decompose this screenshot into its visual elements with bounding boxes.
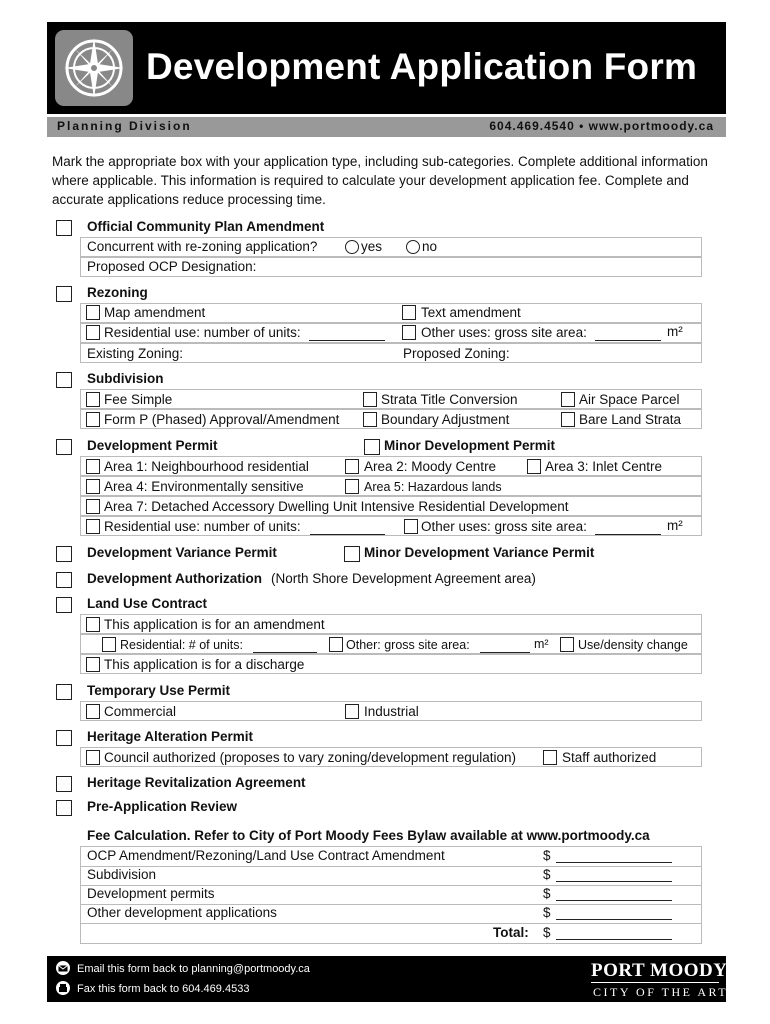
development-permit-heading: Development Permit (87, 438, 218, 453)
wordmark-divider (591, 982, 719, 983)
dp-residential-checkbox[interactable] (86, 519, 100, 534)
air-space-label: Air Space Parcel (579, 392, 680, 407)
concurrent-no-radio[interactable] (406, 240, 420, 254)
email-instruction: Email this form back to planning@portmoody.ca (77, 963, 310, 975)
minor-dvp-heading: Minor Development Variance Permit (364, 545, 595, 560)
luc-units-field[interactable] (253, 639, 317, 653)
concurrent-yes-radio[interactable] (345, 240, 359, 254)
commercial-label: Commercial (104, 704, 177, 719)
rezoning-units-field[interactable] (309, 327, 385, 341)
text-amendment-checkbox[interactable] (402, 305, 416, 320)
development-permit-checkbox[interactable] (56, 439, 72, 455)
area1-checkbox[interactable] (86, 459, 100, 474)
contact-info: 604.469.4540 • www.portmoody.ca (489, 119, 714, 133)
boundary-adjustment-label: Boundary Adjustment (381, 412, 510, 427)
luc-amendment-checkbox[interactable] (86, 617, 100, 632)
fax-icon (55, 981, 71, 1000)
strata-conversion-checkbox[interactable] (363, 392, 377, 407)
form-p-checkbox[interactable] (86, 412, 100, 427)
fee-row-subdivision-label: Subdivision (87, 867, 157, 882)
fax-instruction: Fax this form back to 604.469.4533 (77, 983, 250, 995)
dp-unit-label: m² (667, 518, 683, 533)
hap-checkbox[interactable] (56, 730, 72, 746)
fee-divider (81, 923, 701, 924)
luc-discharge-label: This application is for a discharge (104, 657, 305, 672)
area3-checkbox[interactable] (527, 459, 541, 474)
bare-land-checkbox[interactable] (561, 412, 575, 427)
proposed-zoning-label: Proposed Zoning: (403, 346, 510, 361)
tup-checkbox[interactable] (56, 684, 72, 700)
tup-heading: Temporary Use Permit (87, 683, 231, 698)
luc-residential-checkbox[interactable] (102, 637, 116, 652)
currency-symbol: $ (543, 905, 551, 920)
yes-label: yes (361, 239, 383, 254)
da-checkbox[interactable] (56, 572, 72, 588)
instructions-text: Mark the appropriate box with your application type, including sub-categories. Complete additional information where applicable. This information is required to calculate your development application fee. Complete and accurate applications reduce processing time. (52, 154, 708, 207)
council-authorized-label: Council authorized (proposes to vary zoning/development regulation) (104, 750, 516, 765)
luc-heading: Land Use Contract (87, 596, 208, 611)
fee-row-other-label: Other development applications (87, 905, 277, 920)
rezoning-residential-label: Residential use: number of units: (104, 325, 301, 340)
subdivision-checkbox[interactable] (56, 372, 72, 388)
currency-symbol: $ (543, 925, 551, 940)
dp-other-label: Other uses: gross site area: (421, 519, 587, 534)
industrial-label: Industrial (364, 704, 419, 719)
no-label: no (422, 239, 438, 254)
sub-header-bar (47, 117, 726, 137)
fee-other-field[interactable] (556, 906, 672, 920)
area5-checkbox[interactable] (345, 479, 359, 494)
area3-label: Area 3: Inlet Centre (545, 459, 663, 474)
air-space-checkbox[interactable] (561, 392, 575, 407)
rezoning-other-label: Other uses: gross site area: (421, 325, 587, 340)
minor-dp-heading: Minor Development Permit (384, 438, 556, 453)
council-authorized-checkbox[interactable] (86, 750, 100, 765)
fee-total-label: Total: (493, 925, 529, 940)
dp-residential-label: Residential use: number of units: (104, 519, 301, 534)
luc-other-checkbox[interactable] (329, 637, 343, 652)
fee-calculation-heading: Fee Calculation. Refer to City of Port Moody Fees Bylaw available at www.portmoody.ca (87, 828, 650, 843)
staff-authorized-label: Staff authorized (562, 750, 657, 765)
port-moody-wordmark: PORT MOODY (591, 960, 728, 981)
existing-zoning-label: Existing Zoning: (87, 346, 184, 361)
area2-label: Area 2: Moody Centre (364, 459, 497, 474)
rezoning-area-field[interactable] (595, 327, 661, 341)
tagline: CITY OF THE ARTS (593, 985, 738, 999)
luc-discharge-checkbox[interactable] (86, 657, 100, 672)
bare-land-label: Bare Land Strata (579, 412, 682, 427)
minor-dvp-checkbox[interactable] (344, 546, 360, 562)
fee-total-field[interactable] (556, 926, 672, 940)
luc-unit-label: m² (534, 637, 549, 651)
map-amendment-checkbox[interactable] (86, 305, 100, 320)
currency-symbol: $ (543, 848, 551, 863)
map-amendment-label: Map amendment (104, 305, 206, 320)
dp-other-checkbox[interactable] (404, 519, 418, 534)
dp-area-field[interactable] (595, 521, 661, 535)
area4-label: Area 4: Environmentally sensitive (104, 479, 304, 494)
rezoning-residential-checkbox[interactable] (86, 325, 100, 340)
rezoning-heading: Rezoning (87, 285, 148, 300)
commercial-checkbox[interactable] (86, 704, 100, 719)
dvp-checkbox[interactable] (56, 546, 72, 562)
text-amendment-label: Text amendment (421, 305, 521, 320)
fee-row-dp-label: Development permits (87, 886, 215, 901)
hra-checkbox[interactable] (56, 776, 72, 792)
staff-authorized-checkbox[interactable] (543, 750, 557, 765)
rezoning-checkbox[interactable] (56, 286, 72, 302)
hap-heading: Heritage Alteration Permit (87, 729, 254, 744)
fee-dp-field[interactable] (556, 887, 672, 901)
luc-area-field[interactable] (480, 639, 530, 653)
fee-row-ocp-label: OCP Amendment/Rezoning/Land Use Contract Amendment (87, 848, 445, 863)
luc-use-density-label: Use/density change (578, 638, 688, 652)
page-title: Development Application Form (146, 46, 698, 87)
strata-conversion-label: Strata Title Conversion (381, 392, 518, 407)
luc-amendment-label: This application is for an amendment (104, 617, 325, 632)
area5-label: Area 5: Hazardous lands (364, 480, 502, 494)
area7-checkbox[interactable] (86, 499, 100, 514)
ocp-amendment-heading: Official Community Plan Amendment (87, 219, 325, 234)
da-heading: Development Authorization (87, 571, 263, 586)
concurrent-question: Concurrent with re-zoning application? (87, 239, 318, 254)
pre-application-heading: Pre-Application Review (87, 799, 238, 814)
fee-subdivision-field[interactable] (556, 868, 672, 882)
form-p-label: Form P (Phased) Approval/Amendment (104, 412, 340, 427)
subdivision-heading: Subdivision (87, 371, 164, 386)
envelope-icon (55, 961, 71, 980)
ocp-amendment-checkbox[interactable] (56, 220, 72, 236)
boundary-adjustment-checkbox[interactable] (363, 412, 377, 427)
luc-checkbox[interactable] (56, 597, 72, 613)
dp-units-field[interactable] (310, 521, 385, 535)
currency-symbol: $ (543, 886, 551, 901)
luc-use-density-checkbox[interactable] (560, 637, 574, 652)
minor-dp-checkbox[interactable] (364, 439, 380, 455)
fee-simple-label: Fee Simple (104, 392, 173, 407)
pre-application-checkbox[interactable] (56, 800, 72, 816)
ocp-designation-label: Proposed OCP Designation: (87, 259, 257, 274)
fee-ocp-field[interactable] (556, 849, 672, 863)
rezoning-unit-label: m² (667, 324, 683, 339)
industrial-checkbox[interactable] (345, 704, 359, 719)
da-note: (North Shore Development Agreement area) (271, 571, 536, 586)
luc-residential-label: Residential: # of units: (120, 638, 243, 652)
fee-divider (81, 866, 701, 867)
area7-label: Area 7: Detached Accessory Dwelling Unit Intensive Residential Development (104, 499, 569, 514)
currency-symbol: $ (543, 867, 551, 882)
rezoning-other-checkbox[interactable] (402, 325, 416, 340)
compass-rose-icon (55, 30, 133, 106)
division-label: Planning Division (57, 119, 192, 133)
dvp-heading: Development Variance Permit (87, 545, 277, 560)
area1-label: Area 1: Neighbourhood residential (104, 459, 309, 474)
fee-simple-checkbox[interactable] (86, 392, 100, 407)
area4-checkbox[interactable] (86, 479, 100, 494)
area2-checkbox[interactable] (345, 459, 359, 474)
hra-heading: Heritage Revitalization Agreement (87, 775, 306, 790)
luc-other-label: Other: gross site area: (346, 638, 470, 652)
